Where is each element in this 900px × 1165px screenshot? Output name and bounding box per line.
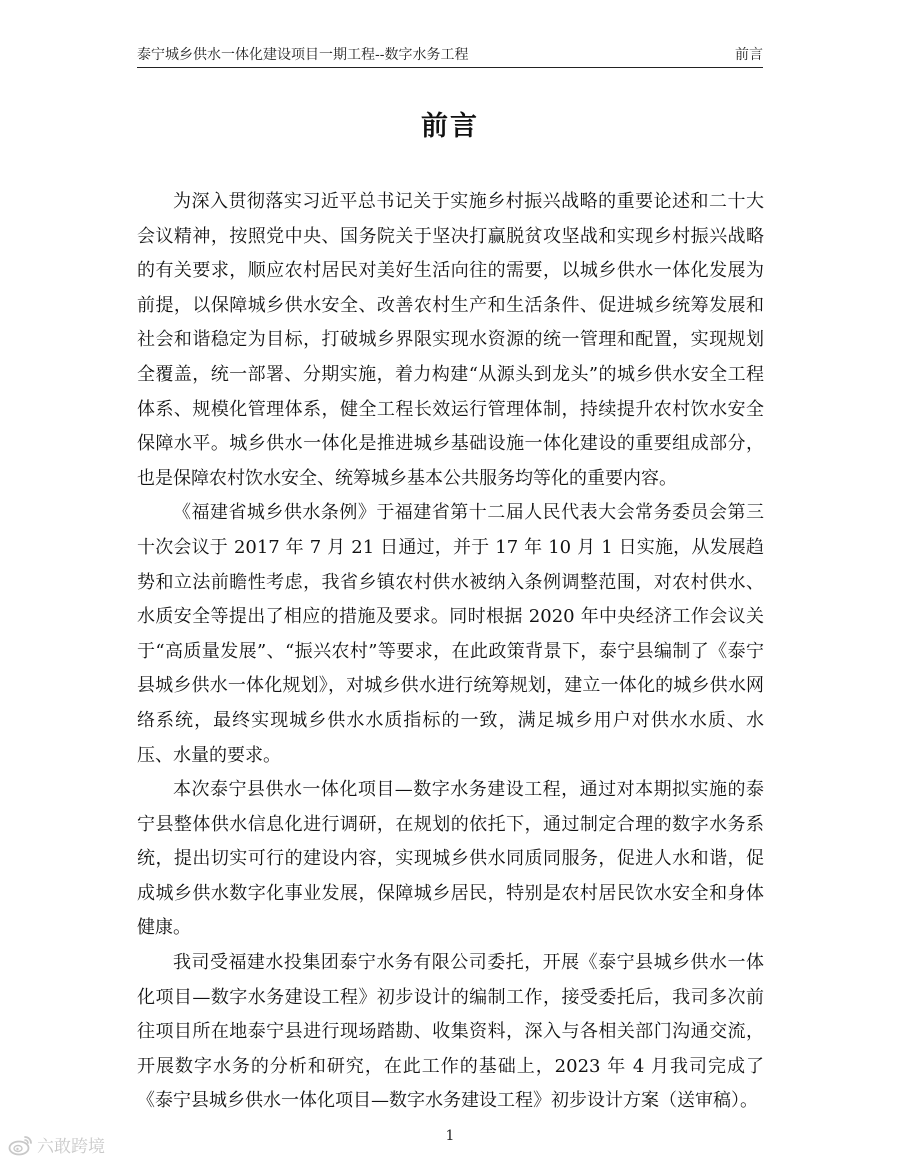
paragraph-3: 本次泰宁县供水一体化项目—数字水务建设工程，通过对本期拟实施的泰宁县整体供水信息化进行调研，在规划的依托下，通过制定合理的数字水务系统，提出切实可行的建设内容，实现城乡供水同质同服务，促进人水和谐，促成城乡供水数字化事业发展，保障城乡居民，特别是农村居民饮水安全和身体健康。 [137,779,764,939]
header-section: 前言 [735,47,763,63]
watermark [8,1132,105,1157]
body-text [137,185,764,1119]
paragraph-4: 我司受福建水投集团泰宁水务有限公司委托，开展《泰宁县城乡供水一体化项目—数字水务建设工程》初步设计的编制工作，接受委托后，我司多次前往项目所在地泰宁县进行现场踏勘、收集资料，深入与各相关部门沟通交流，开展数字水务的分析和研究，在此工作的基础上，2023 年 4 月我司完成了《泰宁县城乡供水一体化项目—数字水务建设工程》初步设计方案（送审稿）。 [137,952,764,1112]
page-header [137,40,763,64]
page-number: 1 [445,1128,455,1144]
weibo-logo-icon [8,1134,34,1156]
header-divider [137,67,763,68]
paragraph-1: 为深入贯彻落实习近平总书记关于实施乡村振兴战略的重要论述和二十大会议精神，按照党中央、国务院关于坚决打赢脱贫攻坚战和实现乡村振兴战略的有关要求，顺应农村居民对美好生活向往的需要，以城乡供水一体化发展为前提，以保障城乡供水安全、改善农村生产和生活条件、促进城乡统筹发展和社会和谐稳定为目标，打破城乡界限实现水资源的统一管理和配置，实现规划全覆盖，统一部署、分期实施，着力构建“从源头到龙头”的城乡供水安全工程体系、规模化管理体系，健全工程长效运行管理体制，持续提升农村饮水安全保障水平。城乡供水一体化是推进城乡基础设施一体化建设的重要组成部分，也是保障农村饮水安全、统筹城乡基本公共服务均等化的重要内容。 [137,191,764,489]
paragraph-2: 《福建省城乡供水条例》于福建省第十二届人民代表大会常务委员会第三十次会议于 2017 年 7 月 21 日通过，并于 17 年 10 月 1 日实施，从发展趋势和立法前瞻性考虑，我省乡镇农村供水被纳入条例调整范围，对农村供水、水质安全等提出了相应的措施及要求。同时根据 2020 年中央经济工作会议关于“高质量发展”、“振兴农村”等要求，在此政策背景下，泰宁县编制了《泰宁县城乡供水一体化规划》，对城乡供水进行统筹规划，建立一体化的城乡供水网络系统，最终实现城乡供水水质指标的一致，满足城乡用户对供水水质、水压、水量的要求。 [137,502,764,766]
header-title: 泰宁城乡供水一体化建设项目一期工程--数字水务工程 [137,47,469,63]
watermark-text: 六敢跨境 [37,1137,105,1157]
page-title: 前言 [421,111,479,142]
